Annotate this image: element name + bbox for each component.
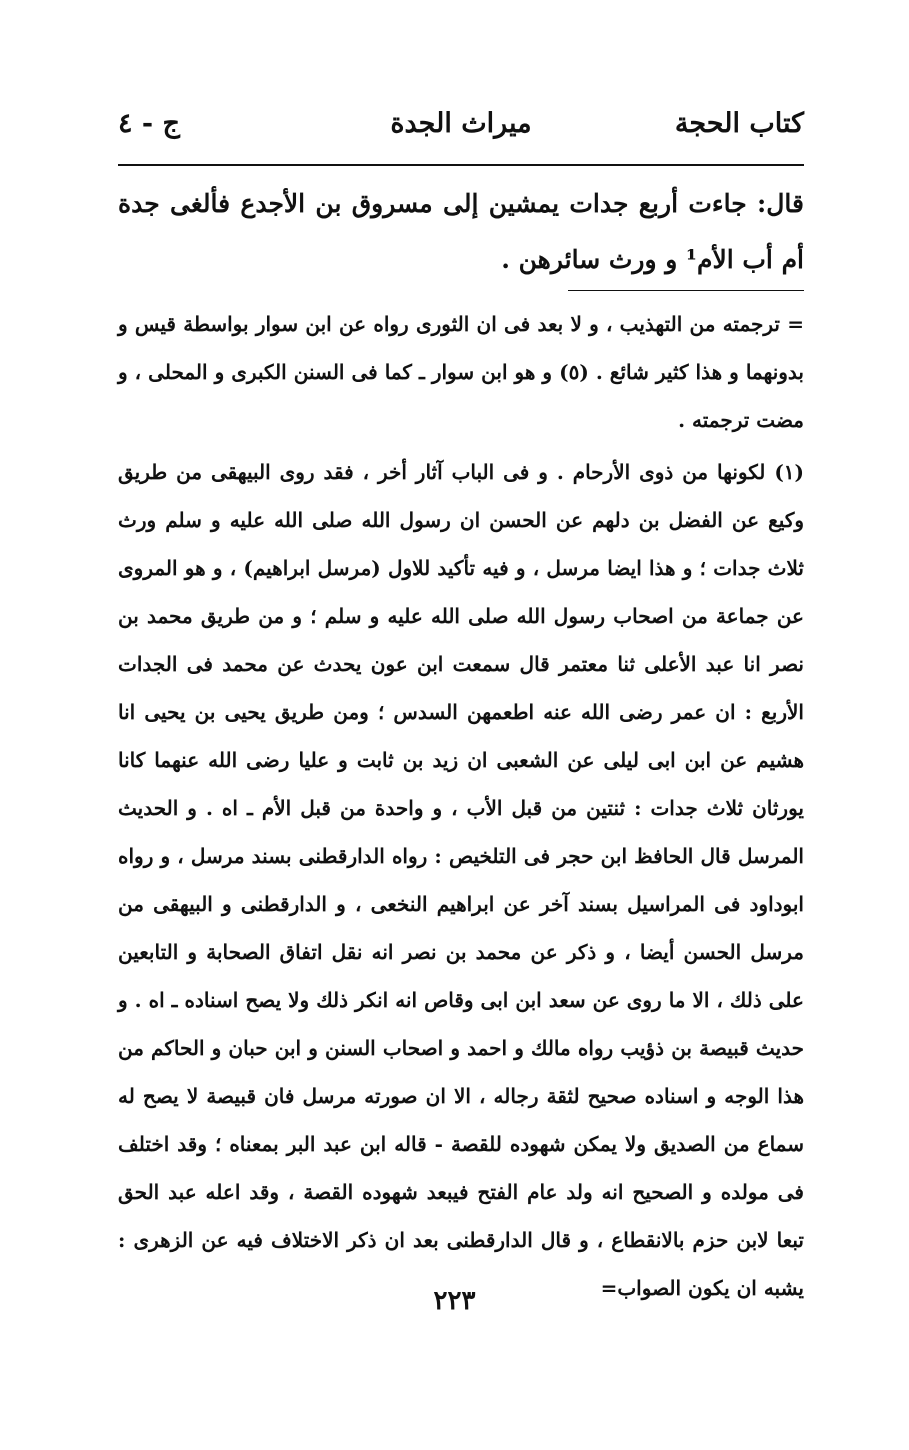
footnote-divider: [568, 290, 804, 291]
footnote-continued: = ترجمته من التهذيب ، و لا بعد فى ان الثورى رواه عن ابن سوار بواسطة قيس و بدونهما و هذا كثير شائع . (٥) و هو ابن سوار ـ كما فى السنن الكبرى و المحلى ، و مضت ترجمته .: [118, 312, 805, 432]
header-divider: [118, 164, 804, 166]
page-header: [118, 108, 804, 158]
page-number: ٢٢٣: [433, 1286, 476, 1316]
main-text: قال: جاءت أربع جدات يمشين إلى مسروق بن الأجدع فألغى جدة أم أب الأم¹ و ورث سائرهن .: [118, 189, 804, 274]
footnotes: [118, 300, 804, 1312]
footnote-1: (١) لكونها من ذوى الأرحام . و فى الباب آثار أخر ، فقد روى البيهقى من طريق وكيع عن الفضل بن دلهم عن الحسن ان رسول الله صلى الله عليه و سلم ورث ثلاث جدات ؛ و هذا ايضا مرسل ، و فيه تأكيد للاول (مرسل ابراهيم) ، و هو المروى عن جماعة من اصحاب رسول الله صلى الله عليه و سلم ؛ و من طريق محمد بن نصر انا عبد الأعلى ثنا معتمر قال سمعت ابن عون يحدث عن محمد فى الجدات الأربع : ان عمر رضى الله عنه اطعمهن السدس ؛ ومن طريق يحيى بن يحيى انا هشيم عن ابن ابى ليلى عن الشعبى ان زيد بن ثابت و عليا رضى الله عنهما كانا يورثان ثلاث جدات : ثنتين من قبل الأب ، و واحدة من قبل الأم ـ اه . و الحديث المرسل قال الحافظ ابن حجر فى التلخيص : رواه الدارقطنى بسند مرسل ، و رواه ابوداود فى المراسيل بسند آخر عن ابراهيم النخعى ، و الدارقطنى و البيهقى من مرسل الحسن أيضا ، و ذكر عن محمد بن نصر انه نقل اتفاق الصحابة و التابعين على ذلك ، الا ما روى عن سعد ابن ابى وقاص انه انكر ذلك ولا يصح اسناده ـ اه . و حديث قبيصة بن ذؤيب رواه مالك و احمد و اصحاب السنن و ابن حبان و الحاكم من هذا الوجه و اسناده صحيح لثقة رجاله ، الا ان صورته مرسل فان قبيصة لا يصح له سماع من الصديق ولا يمكن شهوده للقصة - قاله ابن عبد البر بمعناه ؛ وقد اختلف فى مولده و الصحيح انه ولد عام الفتح فيبعد شهوده القصة ، وقد اعله عبد الحق تبعا لابن حزم بالانقطاع ، و قال الدارقطنى بعد ان ذكر الاختلاف فيه عن الزهرى : يشبه ان يكون الصواب=: [118, 460, 805, 1300]
chapter-title: ميراث الجدة: [390, 108, 532, 139]
book-title: كتاب الحجة: [674, 108, 804, 139]
volume-label: ج - ٤: [118, 108, 180, 139]
